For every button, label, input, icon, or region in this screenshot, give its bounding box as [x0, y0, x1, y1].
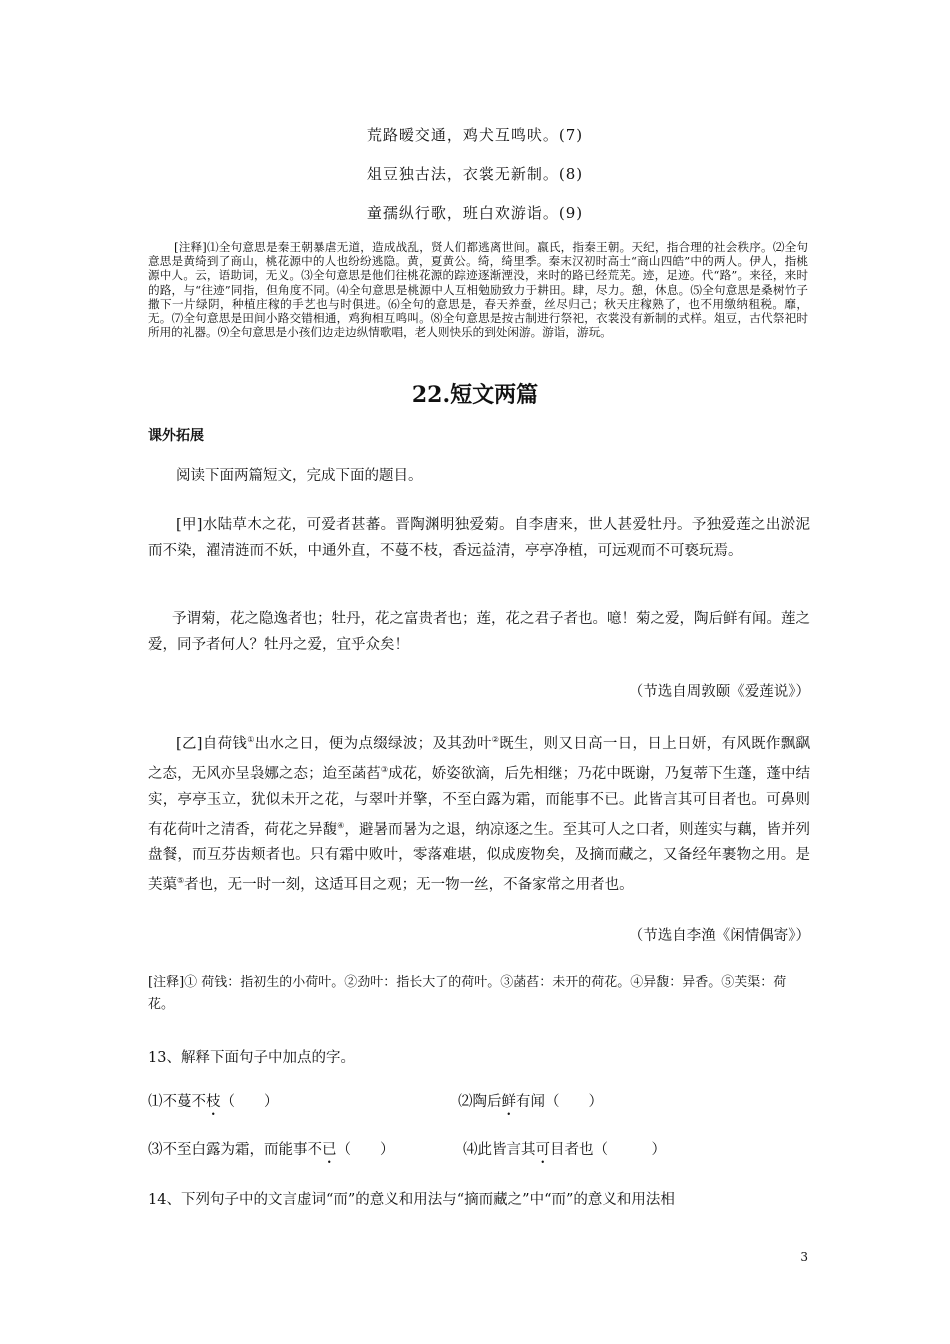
dotted-char: 可: [535, 1142, 550, 1158]
question-14: 14、下列句子中的文言虚词“而”的意义和用法与“摘而藏之”中“而”的意义和用法相: [148, 1192, 675, 1208]
passage-jia-paragraph-2: 予谓菊，花之隐逸者也；牡丹，花之富贵者也；莲，花之君子者也。噫！菊之爱，陶后鲜有闻。莲之爱，同予者何人？牡丹之爱，宜乎众矣！: [148, 611, 810, 653]
poem-line-9: 童孺纵行歌，班白欢游诣。(9): [366, 204, 584, 222]
poem-line-7: 荒路暧交通，鸡犬互鸣吠。(7): [366, 126, 584, 144]
passage-yi-notes: [注释]① 荷钱：指初生的小荷叶。②劲叶：指长大了的荷叶。③菡萏：未开的荷花。④异馥：异香。⑤芙渠：荷花。: [148, 975, 787, 1012]
passage-jia-source: （节选自周敦颐《爱莲说》）: [628, 684, 810, 700]
footnote-mark-1: ①: [247, 735, 255, 744]
dotted-char: 鲜: [501, 1094, 516, 1110]
footnote-mark-4: ④: [337, 820, 345, 830]
question-13-title: 13、解释下面句子中加点的字。: [148, 1050, 355, 1066]
question-13-item-4: ⑷此皆言其可目者也（ ）: [463, 1142, 666, 1158]
section-title: 22.短文两篇: [411, 382, 539, 408]
question-13-item-2: ⑵陶后鲜有闻（ ）: [458, 1094, 603, 1110]
question-13-item-1: ⑴不蔓不枝（ ）: [148, 1094, 279, 1110]
passage-yi: [148, 727, 810, 898]
yi-text-1: [乙]自荷钱: [176, 735, 248, 752]
yi-text-3: 既生，则又日高一日，日上日妍，有风既作飘飖之态，无风亦呈袅娜之态；迨至菡萏: [148, 735, 811, 782]
yi-text-2: 出水之日，便为点缀绿波；及其劲叶: [254, 735, 492, 752]
passage-yi-source: （节选自李渔《闲情偶寄》）: [628, 928, 810, 944]
yi-text-6: 者也，无一时一刻，这适耳目之观；无一物一丝，不备家常之用者也。: [184, 877, 634, 894]
dotted-char: 枝: [206, 1094, 221, 1110]
yi-text-4: 成花，娇姿欲滴，后先相继；乃花中既谢，乃复蒂下生蓬，蓬中结实，亭亭玉立，犹似未开之花，与翠叶并擎，不至白露为霜，而能事不已。此皆言其可目者也。可鼻则有花荷叶之清香，荷花之异馥: [148, 765, 811, 838]
instruction-text: 阅读下面两篇短文，完成下面的题目。: [176, 468, 423, 484]
passage-jia-paragraph-1: [甲]水陆草木之花，可爱者甚蕃。晋陶渊明独爱菊。自李唐来，世人甚爱牡丹。予独爱莲之出淤泥而不染，濯清涟而不妖，中通外直，不蔓不枝，香远益清，亭亭净植，可远观而不可亵玩焉。: [148, 517, 810, 559]
section-heading: 课外拓展: [148, 428, 204, 444]
page-number: 3: [800, 1250, 808, 1264]
footnote-mark-5: ⑤: [177, 876, 185, 886]
poem-annotations: [注释]⑴全句意思是秦王朝暴虐无道，造成战乱，贤人们都逃离世间。嬴氏，指秦王朝。天纪，指合理的社会秩序。⑵全句意思是黄绮到了商山，桃花源中的人也纷纷逃隐。黄，夏黄公。绮，绮里季。秦末汉初时高士“商山四皓”中的两人。伊人，指桃源中人。云，语助词，无义。⑶全句意思是他们往桃花源的踪迹逐渐湮没，来时的路已经荒芜。迹，足迹。代“路”。来径，来时的路，与“往迹”同指，但角度不同。⑷全句意思是桃源中人互相勉励致力于耕田。肆，尽力。憩，休息。⑸全句意思是桑树竹子撒下一片绿阴，种植庄稼的手艺也与时俱进。⑹全句的意思是，春天养蚕，丝尽归己；秋天庄稼熟了，也不用缴纳租税。靡，无。⑺全句意思是田间小路交错相通，鸡狗相互鸣叫。⑻全句意思是按古制进行祭祀，衣裳没有新制的式样。俎豆，古代祭祀时所用的礼器。⑼全句意思是小孩们边走边纵情歌唱，老人则快乐的到处闲游。游诣，游玩。: [148, 240, 808, 340]
yi-text-5: ，避暑而暑为之退，纳凉逐之生。至其可人之口者，则莲实与藕，皆并列盘餐，而互芬齿颊者也。只有霜中败叶，零落难堪，似成废物矣，及摘而藏之，又备经年裹物之用。是芙蕖: [148, 821, 811, 894]
dotted-char: 已: [322, 1142, 337, 1158]
question-13-item-3: ⑶不至白露为霜，而能事不已（ ）: [148, 1142, 395, 1158]
footnote-mark-3: ③: [380, 764, 389, 774]
footnote-mark-2: ②: [491, 735, 500, 744]
poem-line-8: 俎豆独古法，衣裳无新制。(8): [366, 165, 584, 183]
